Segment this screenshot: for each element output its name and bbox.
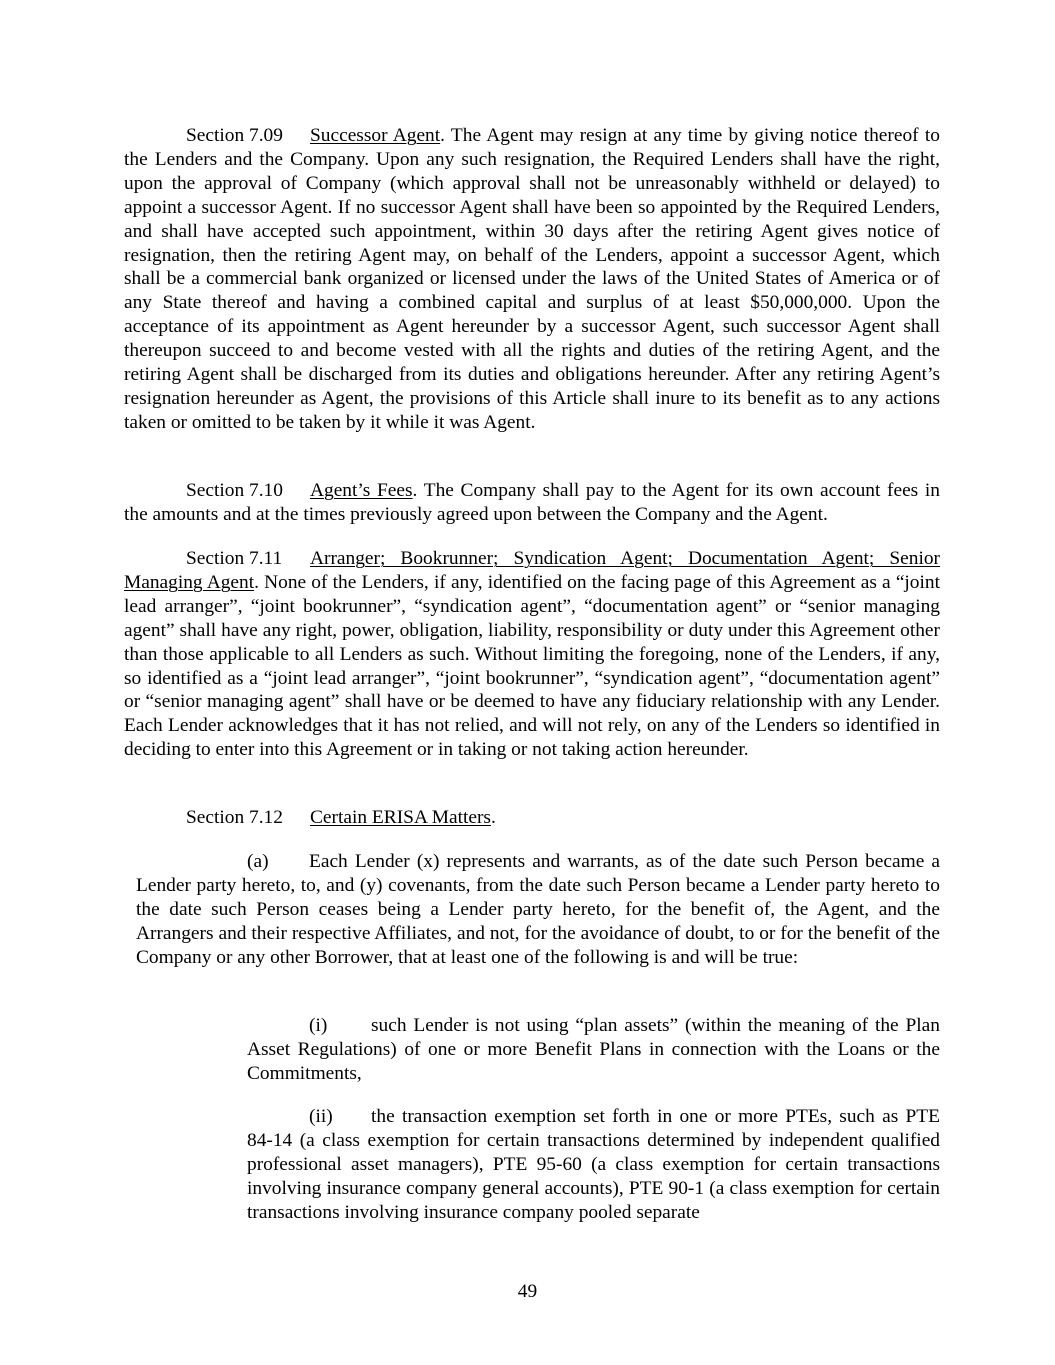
section-7-10 [124,479,940,527]
clause-a [136,850,940,970]
clause-body: Each Lender (x) represents and warrants, as of the date such Person became a Lender party hereto, to, and (y) covenants, from the date such Person became a Lender party hereto to the date such Person ceases being a Lender party hereto, for the benefit of, the Agent, and the Arrangers and their respective Affiliates, and not, for the avoidance of doubt, to or for the benefit of the Company or any other Borrower, that at least one of the following is and will be true: [136,851,940,968]
section-body: . None of the Lenders, if any, identified on the facing page of this Agreement as a “joint lead arranger”, “joint bookrunner”, “syndication agent”, “documentation agent” or “senior managing agent” shall have any right, power, obligation, liability, responsibility or duty under this Agreement other than those applicable to all Lenders as such. Without limiting the foregoing, none of the Lenders, if any, so identified as a “joint lead arranger”, “joint bookrunner”, “syndication agent”, “documentation agent” or “senior managing agent” shall have or be deemed to have any fiduciary relationship with any Lender. Each Lender acknowledges that it has not relied, and will not rely, on any of the Lenders so identified in deciding to enter into this Agreement or in taking or not taking action hereunder. [124,571,940,761]
section-heading: Agent’s Fees [310,480,413,501]
clause-ii [247,1105,940,1225]
section-heading: Certain ERISA Matters [310,807,491,828]
clause-label: (a) [247,851,269,872]
section-number: Section 7.11 [186,548,283,569]
section-number: Section 7.12 [186,807,283,828]
section-heading: Arranger; Bookrunner; Syndication Agent; Documentation Agent; Senior Managing Agent [124,548,940,593]
section-number: Section 7.10 [186,480,283,501]
clause-label: (ii) [309,1106,333,1127]
section-number: Section 7.09 [186,125,283,146]
section-7-11 [124,547,940,762]
section-heading: Successor Agent [310,125,441,146]
section-body: . The Agent may resign at any time by giving notice thereof to the Lenders and the Company. Upon any such resignation, the Required Lenders shall have the right, upon the approval of Company (which approval shall not be unreasonably withheld or delayed) to appoint a successor Agent. If no successor Agent shall have been so appointed by the Required Lenders, and shall have accepted such appointment, within 30 days after the retiring Agent gives notice of resignation, then the retiring Agent may, on behalf of the Lenders, appoint a successor Agent, which shall be a commercial bank organized or licensed under the laws of the United States of America or of any State thereof and having a combined capital and surplus of at least $50,000,000. Upon the acceptance of its appointment as Agent hereunder by a successor Agent, such successor Agent shall thereupon succeed to and become vested with all the rights and duties of the retiring Agent, and the retiring Agent shall be discharged from its duties and obligations hereunder. After any retiring Agent’s resignation hereunder as Agent, the provisions of this Article shall inure to its benefit as to any actions taken or omitted to be taken by it while it was Agent. [124,125,940,433]
section-body: . [490,807,496,828]
page-number: 49 [517,1281,538,1302]
clause-i [247,1014,940,1086]
clause-body: the transaction exemption set forth in one or more PTEs, such as PTE 84-14 (a class exemption for certain transactions determined by independent qualified professional asset managers), PTE 95-60 (a class exemption for certain transactions involving insurance company general accounts), PTE 90-1 (a class exemption for certain transactions involving insurance company pooled separate [247,1106,940,1223]
section-7-12 [124,806,940,830]
section-body: . The Company shall pay to the Agent for its own account fees in the amounts and at the times previously agreed upon between the Company and the Agent. [124,480,940,525]
clause-label: (i) [309,1015,328,1036]
clause-body: such Lender is not using “plan assets” (within the meaning of the Plan Asset Regulations) of one or more Benefit Plans in connection with the Loans or the Commitments, [247,1015,940,1084]
section-7-09 [124,124,940,435]
